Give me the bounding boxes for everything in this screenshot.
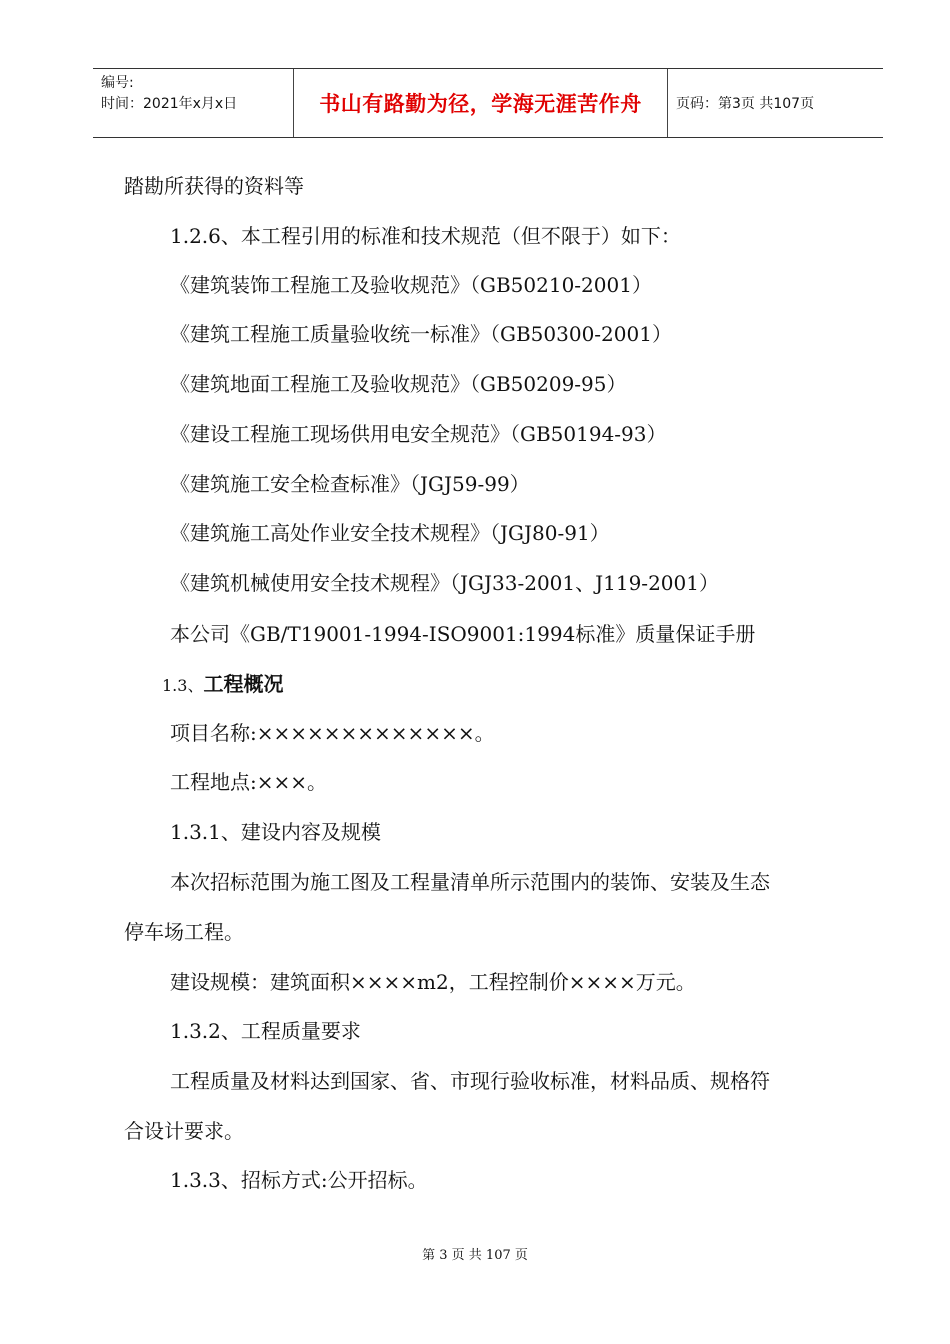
paragraph-line: 停车场工程。 [124,920,244,944]
header-meta-cell [93,69,293,137]
page-footer: 第 3 页 共 107 页 [422,1248,528,1263]
standard-item: 《建筑装饰工程施工及验收规范》（GB50210-2001） [170,273,652,297]
header-page-cell [666,69,883,137]
paragraph-line: 工程地点:×××。 [170,770,328,794]
paragraph-line: 踏勘所获得的资料等 [124,174,304,198]
paragraph-line: 建设规模：建筑面积××××m2，工程控制价××××万元。 [170,970,696,994]
paragraph-line: 合设计要求。 [124,1119,244,1143]
section-heading [162,672,283,698]
header-page-info: 页码：第3页 共107页 [676,96,815,112]
standard-item: 《建筑施工高处作业安全技术规程》（JGJ80-91） [170,521,610,545]
clause-heading: 1.2.6、本工程引用的标准和技术规范（但不限于）如下： [170,224,681,248]
paragraph-line: 工程质量及材料达到国家、省、市现行验收标准，材料品质、规格符 [170,1069,770,1093]
page-header [93,68,883,138]
paragraph-line: 项目名称:×××××××××××××。 [170,721,495,745]
section-number: 1.3、 [162,676,204,695]
header-motto-cell [293,69,668,137]
standard-item: 《建筑机械使用安全技术规程》（JGJ33-2001、J119-2001） [170,571,719,595]
subsection-heading: 1.3.2、工程质量要求 [170,1019,361,1043]
document-number-label: 编号: [101,75,134,91]
section-title: 工程概况 [203,672,284,696]
standard-item: 本公司《GB/T19001-1994-ISO9001:1994标准》质量保证手册 [170,622,756,646]
document-time-label: 时间：2021年x月x日 [101,96,238,112]
standard-item: 《建筑地面工程施工及验收规范》（GB50209-95） [170,372,627,396]
header-motto: 书山有路勤为径，学海无涯苦作舟 [319,92,642,116]
standard-item: 《建设工程施工现场供用电安全规范》（GB50194-93） [170,422,667,446]
standard-item: 《建筑施工安全检查标准》（JGJ59-99） [170,472,530,496]
standard-item: 《建筑工程施工质量验收统一标准》（GB50300-2001） [170,322,672,346]
paragraph-line: 本次招标范围为施工图及工程量清单所示范围内的装饰、安装及生态 [170,870,770,894]
subsection-heading: 1.3.3、招标方式:公开招标。 [170,1168,428,1192]
subsection-heading: 1.3.1、建设内容及规模 [170,820,381,844]
